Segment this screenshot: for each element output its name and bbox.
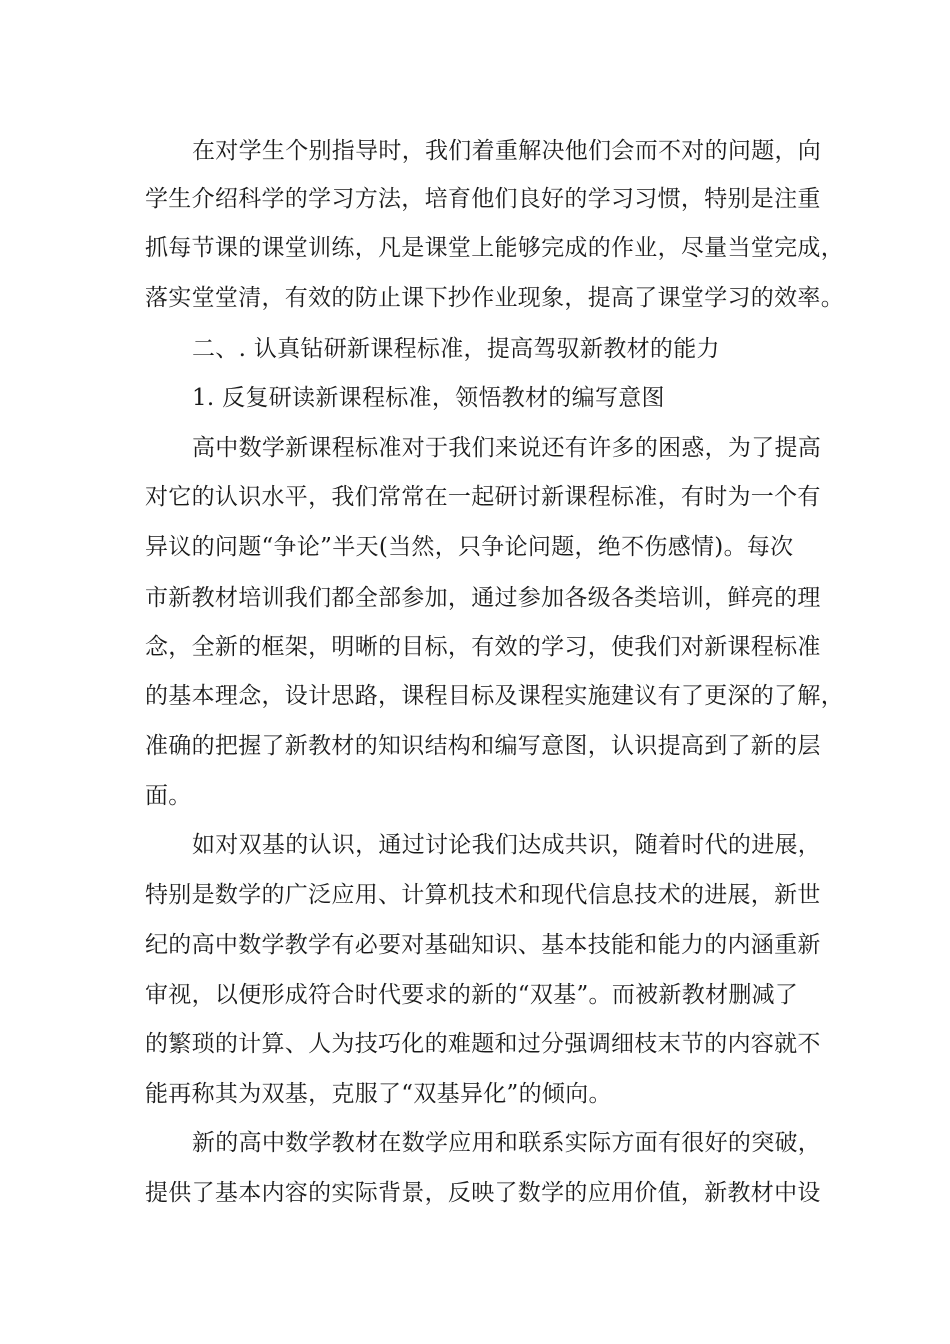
paragraph-3-line-1: 如对双基的认识，通过讨论我们达成共识，随着时代的进展， (192, 832, 822, 858)
paragraph-2-line-2: 对它的认识水平，我们常常在一起研讨新课程标准，有时为一个有 (145, 484, 821, 510)
subsection-heading: 1. 反复研读新课程标准，领悟教材的编写意图 (192, 385, 665, 411)
paragraph-2-line-8: 面。 (145, 783, 192, 809)
paragraph-1-line-4: 落实堂堂清，有效的防止课下抄作业现象，提高了课堂学习的效率。 (145, 285, 844, 311)
paragraph-4-line-2: 提供了基本内容的实际背景，反映了数学的应用价值，新教材中设 (145, 1180, 821, 1206)
paragraph-3-line-3: 纪的高中数学教学有必要对基础知识、基本技能和能力的内涵重新 (145, 932, 821, 958)
paragraph-3-line-6: 能再称其为双基，克服了“双基异化”的倾向。 (145, 1081, 612, 1107)
paragraph-2-line-4: 市新教材培训我们都全部参加，通过参加各级各类培训，鲜亮的理 (145, 585, 821, 611)
paragraph-3-line-4: 审视，以便形成符合时代要求的新的“双基”。而被新教材删减了 (145, 982, 799, 1008)
paragraph-2-line-7: 准确的把握了新教材的知识结构和编写意图，认识提高到了新的层 (145, 733, 821, 759)
paragraph-2-line-6: 的基本理念，设计思路，课程目标及课程实施建议有了更深的了解， (145, 683, 844, 709)
paragraph-1-line-2: 学生介绍科学的学习方法，培育他们良好的学习习惯，特别是注重 (145, 186, 821, 212)
paragraph-1-line-1: 在对学生个别指导时，我们着重解决他们会而不对的问题，向 (192, 138, 822, 164)
paragraph-2-line-1: 高中数学新课程标准对于我们来说还有许多的困惑，为了提高 (192, 435, 822, 461)
paragraph-1-line-3: 抓每节课的课堂训练，凡是课堂上能够完成的作业，尽量当堂完成， (145, 235, 844, 261)
paragraph-2-line-5: 念，全新的框架，明晰的目标，有效的学习，使我们对新课程标准 (145, 634, 821, 660)
paragraph-2-line-3: 异议的问题“争论”半天(当然，只争论问题，绝不伤感情)。每次 (145, 534, 794, 560)
section-heading: 二、. 认真钻研新课程标准，提高驾驭新教材的能力 (192, 336, 720, 362)
paragraph-4-line-1: 新的高中数学教材在数学应用和联系实际方面有很好的突破， (192, 1130, 822, 1156)
paragraph-3-line-2: 特别是数学的广泛应用、计算机技术和现代信息技术的进展，新世 (145, 882, 821, 908)
paragraph-3-line-5: 的繁琐的计算、人为技巧化的难题和过分强调细枝末节的内容就不 (145, 1031, 821, 1057)
